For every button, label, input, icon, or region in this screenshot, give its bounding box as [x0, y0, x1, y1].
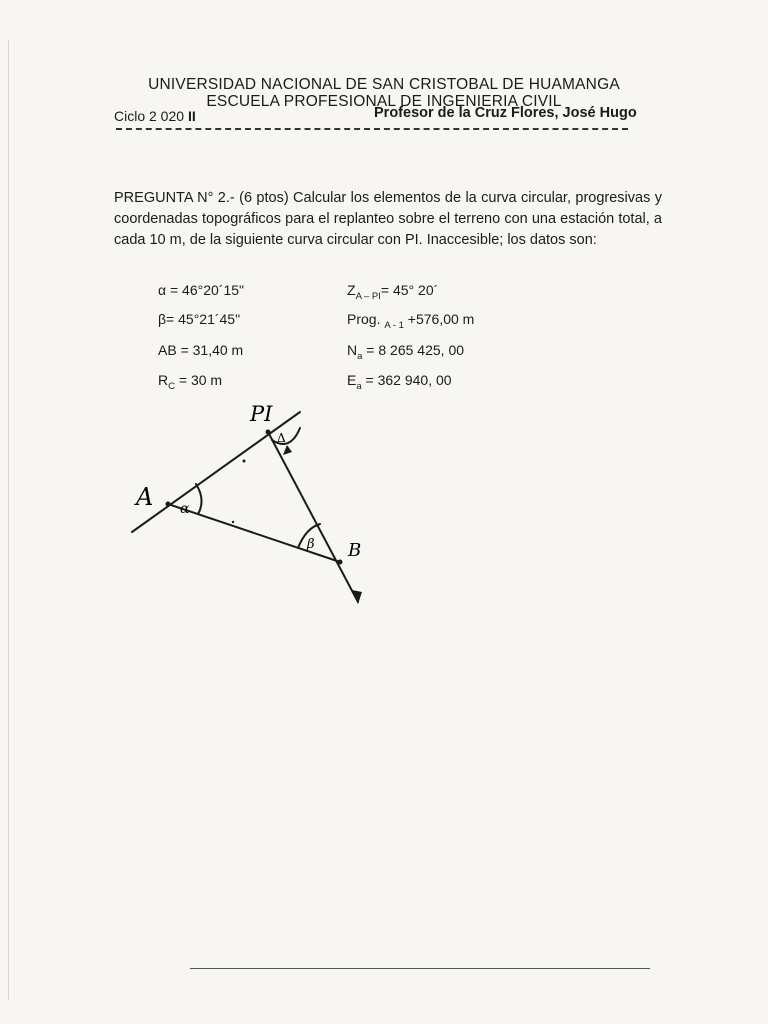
a-point [166, 502, 171, 507]
pi-point [266, 430, 271, 435]
azimuth-number: = 45° 20´ [380, 282, 439, 298]
pi-label: PI [250, 402, 273, 426]
progressive-number: +576,00 m [407, 311, 475, 327]
progressive-label: Prog. [347, 311, 381, 327]
alpha-label: α [180, 501, 190, 517]
line-a-b [168, 504, 340, 562]
cycle-suffix: II [187, 108, 196, 124]
line-pi-b [268, 432, 358, 602]
radius-subscript: C [168, 380, 175, 392]
tick-mark-1 [243, 460, 246, 463]
b-label: B [348, 540, 362, 561]
tick-mark-2 [232, 521, 234, 523]
north-subscript: a [357, 350, 363, 362]
line-a-pi [132, 412, 300, 532]
north-symbol: N [347, 342, 358, 358]
alpha-value: α = 46°20´15" [158, 282, 244, 298]
radius-number: = 30 m [175, 372, 223, 388]
delta-arrow [283, 445, 292, 455]
azimuth-subscript: A – PI [355, 290, 381, 302]
progressive-subscript: A - 1 [384, 319, 404, 331]
beta-value: β= 45°21´45" [158, 311, 241, 327]
professor-name: Profesor de la Cruz Flores, José Hugo [374, 105, 637, 121]
footer-rule [190, 968, 650, 969]
a-label: A [136, 483, 154, 511]
north-number: = 8 265 425, 00 [362, 342, 465, 358]
azimuth-symbol: Z [347, 282, 356, 298]
ab-distance: AB = 31,40 m [158, 342, 244, 358]
alpha-arc [196, 484, 202, 514]
institution-name: UNIVERSIDAD NACIONAL DE SAN CRISTOBAL DE HUAMANGA [148, 76, 620, 93]
cycle-text: Ciclo 2 020 [114, 108, 185, 124]
radius-symbol: R [158, 372, 169, 388]
east-subscript: a [356, 380, 362, 392]
east-number: = 362 940, 00 [361, 372, 452, 388]
b-point [338, 560, 343, 565]
question-text: PREGUNTA N° 2.- (6 ptos) Calcular los elementos de la curva circular, progresivas y coordenadas topográficos para el replanteo sobre el terreno con una estación total, a cada 10 m, de la siguiente curva circular con PI. Inaccesible; los datos son: [114, 190, 662, 248]
delta-label: Δ [277, 431, 286, 445]
east-symbol: E [347, 372, 357, 388]
beta-label: β [307, 537, 315, 552]
school-name: ESCUELA PROFESIONAL DE INGENIERIA CIVIL [206, 93, 562, 110]
